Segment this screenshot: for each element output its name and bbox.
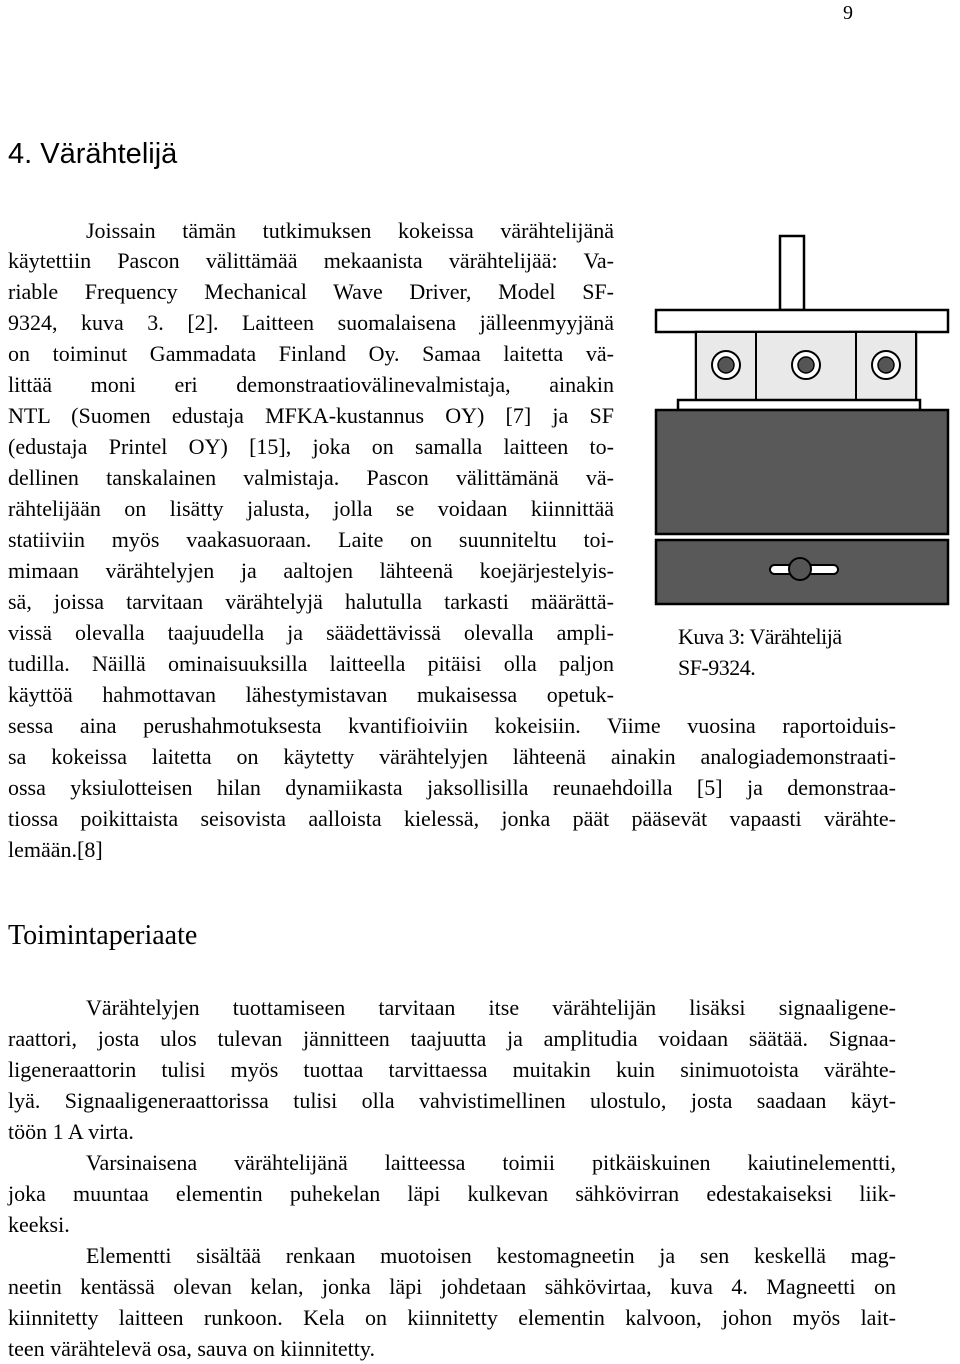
paragraph-line: käyttöä hahmottavan lähestymistavan mukaisessa opetuk- xyxy=(8,682,614,707)
paragraph-line: kiinnitetty laitteen runkoon. Kela on kiinnitetty elementin kalvoon, johon myös lait- xyxy=(8,1305,896,1330)
paragraph-line: sessa aina perushahmotuksesta kvantifioiviin kokeisiin. Viime vuosina raportoiduis- xyxy=(8,713,896,738)
paragraph-line: (edustaja Printel OY) [15], joka on samalla laitteen to- xyxy=(8,434,614,459)
figure-caption-line1: Kuva 3: Värähtelijä xyxy=(678,624,842,649)
paragraph-line: Joissain tämän tutkimuksen kokeissa värähtelijänä xyxy=(86,218,614,243)
paragraph-line: käytettiin Pascon välittämää mekaanista värähtelijää: Va- xyxy=(8,248,614,273)
paragraph-line: ossa yksiulotteisen hilan dynamiikasta jaksollisilla reunaehdoilla [5] ja demonstraa- xyxy=(8,775,896,800)
paragraph-line: sä, joissa tarvitaan värähtelyjä halutulla tarkasti määrättä- xyxy=(8,589,614,614)
paragraph-line: lemään.[8] xyxy=(8,837,103,862)
figure-caption-line2: SF-9324. xyxy=(678,655,756,680)
paragraph-line: Varsinaisena värähtelijänä laitteessa toimii pitkäiskuinen kaiutinelementti, xyxy=(86,1150,896,1175)
rod-collar xyxy=(656,310,948,332)
paragraph-line: rähtelijään on lisätty jalusta, jolla se voidaan kiinnittää xyxy=(8,496,614,521)
paragraph-line: teen värähtelevä osa, sauva on kiinnitetty. xyxy=(8,1336,375,1361)
paragraph-line: NTL (Suomen edustaja MFKA-kustannus OY) [7] ja SF xyxy=(8,403,614,428)
paragraph-line: on toiminut Gammadata Finland Oy. Samaa laitetta vä- xyxy=(8,341,614,366)
vibrator-figure xyxy=(650,232,950,642)
paragraph-line: Värähtelyjen tuottamiseen tarvitaan itse värähtelijän lisäksi signaaligene- xyxy=(86,995,896,1020)
page-number: 9 xyxy=(843,2,853,24)
paragraph-line: töön 1 A virta. xyxy=(8,1119,134,1144)
driver-rod xyxy=(780,236,804,310)
paragraph-line: Elementti sisältää renkaan muotoisen kestomagneetin ja sen keskellä mag- xyxy=(86,1243,896,1268)
paragraph-line: sa kokeissa laitetta on käytetty värähtelyjen lähteenä ainakin analogiademonstraati- xyxy=(8,744,896,769)
section-heading: Toimintaperiaate xyxy=(8,920,198,951)
paragraph-line: dellinen tanskalainen valmistaja. Pascon välittämänä vä- xyxy=(8,465,614,490)
paragraph-line: vissä olevalla taajuudella ja säädettävissä olevalla ampli- xyxy=(8,620,614,645)
chapter-heading: 4. Värähtelijä xyxy=(8,138,178,170)
terminal-right xyxy=(872,351,900,379)
terminal-left xyxy=(712,351,740,379)
paragraph-line: neetin kentässä olevan kelan, jonka läpi johdetaan sähkövirtaa, kuva 4. Magneetti on xyxy=(8,1274,896,1299)
paragraph-line: ligeneraattorin tulisi myös tuottaa tarvittaessa muitakin kuin sinimuotoista värähte- xyxy=(8,1057,896,1082)
paragraph-line: lyä. Signaaligeneraattorissa tulisi olla vahvistimellinen ulostulo, josta saadaan käyt- xyxy=(8,1088,896,1113)
paragraph-line: joka muuntaa elementin puhekelan läpi kulkevan sähkövirran edestakaiseksi liik- xyxy=(8,1181,896,1206)
paragraph-line: mimaan värähtelyjen ja aaltojen lähteenä koejärjestelyis- xyxy=(8,558,614,583)
paragraph-line: tiossa poikittaista seisovista aalloista kielessä, jonka päät pääsevät vapaasti värähte- xyxy=(8,806,896,831)
paragraph-line: 9324, kuva 3. [2]. Laitteen suomalaisena jälleenmyyjänä xyxy=(8,310,614,335)
body-top-rim xyxy=(678,400,920,410)
vibrator-body xyxy=(656,410,948,534)
paragraph-line: raattori, josta ulos tulevan jännitteen taajuutta ja amplitudia voidaan säätää. Signaa- xyxy=(8,1026,896,1051)
paragraph-line: tudilla. Näillä ominaisuuksilla laitteella pitäisi olla paljon xyxy=(8,651,614,676)
paragraph-line: keeksi. xyxy=(8,1212,70,1237)
paragraph-line: statiiviin myös vaakasuoraan. Laite on suunniteltu toi- xyxy=(8,527,614,552)
paragraph-line: riable Frequency Mechanical Wave Driver, Model SF- xyxy=(8,279,614,304)
terminal-middle xyxy=(792,351,820,379)
paragraph-line: littää moni eri demonstraatiovälinevalmistaja, ainakin xyxy=(8,372,614,397)
